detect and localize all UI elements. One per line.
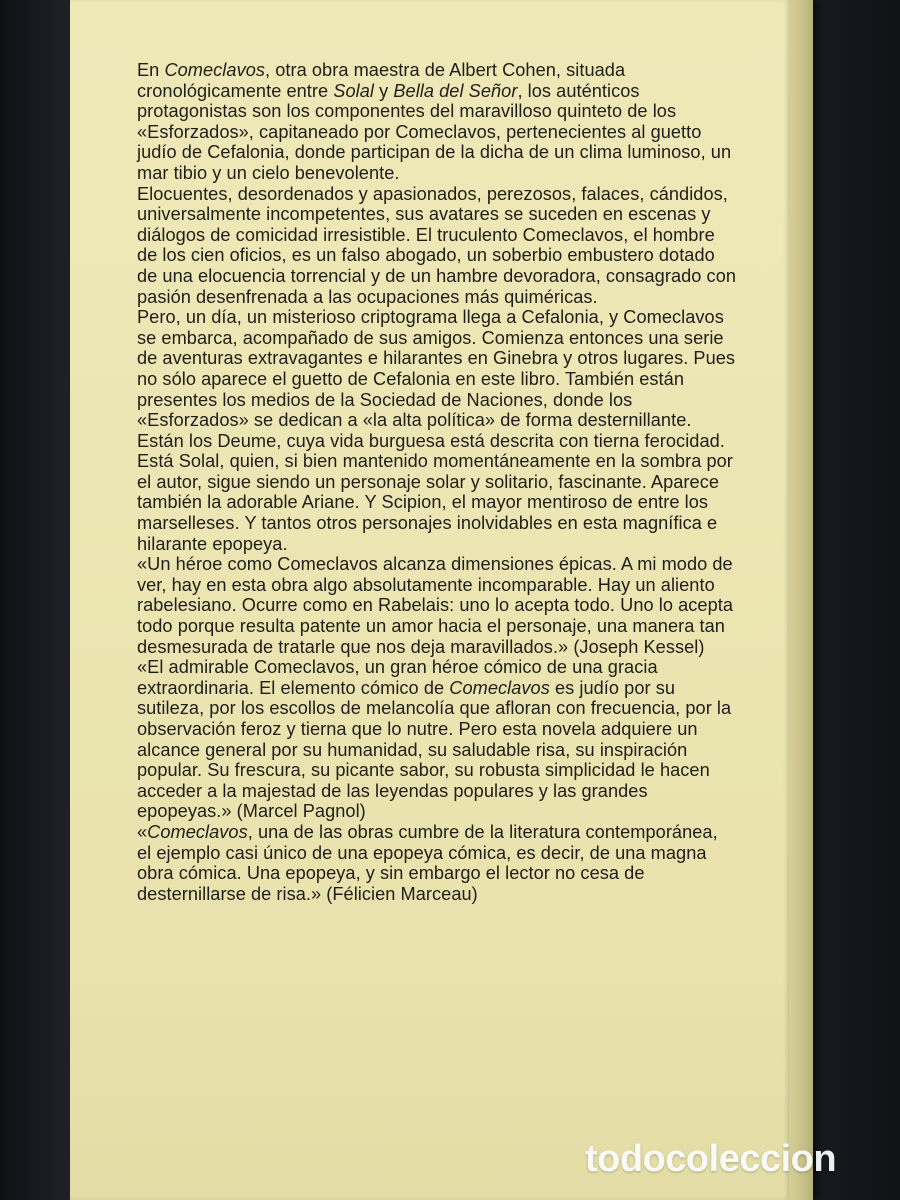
watermark-logo: todocoleccion [585, 1138, 837, 1180]
blurb-paragraph-characters: Elocuentes, desordenados y apasionados, perezosos, falaces, cándidos, universalmente incompetentes, sus avatares se suceden en escenas y diálogos de comicidad irresistible. El truculento Comeclavos, el hombre de los cien oficios, es un falso abogado, un soberbio embustero dotado de una elocuencia torrencial y de un hambre devoradora, consagrado con pasión desenfrenada a las ocupaciones más quiméricas. [137, 183, 737, 307]
quote-marceau: «Comeclavos, una de las obras cumbre de la literatura contemporánea, el ejemplo casi único de una epopeya cómica, es decir, de una magna obra cómica. Una epopeya, y sin embargo el lector no cesa de desternillarse de risa.» (Félicien Marceau) [137, 821, 718, 904]
quote-pagnol: «El admirable Comeclavos, un gran héroe cómico de una gracia extraordinaria. El elemento cómico de Comeclavos es judío por su sutileza, por los escollos de melancolía que afloran con frecuencia, por la observación feroz y tierna que lo nutre. Pero esta novela adquiere un alcance general por su humanidad, su saludable risa, su inspiración popular. Su frescura, su picante sabor, su robusta simplicidad le hacen acceder a la majestad de las leyendas populares y las grandes epopeyas.» (Marcel Pagnol) [137, 657, 732, 822]
back-cover-blurb [137, 60, 737, 904]
book-spine-edge [789, 0, 813, 1200]
book-title: Comeclavos [164, 60, 266, 80]
book-title: Solal [333, 80, 374, 101]
book-title: Comeclavos [449, 677, 550, 698]
dark-background-left [0, 0, 70, 1200]
book-title: Bella del Señor [393, 80, 518, 101]
blurb-paragraph-plot: Pero, un día, un misterioso criptograma llega a Cefalonia, y Comeclavos se embarca, acompañado de sus amigos. Comienza entonces una serie de aventuras extravagantes e hilarantes en Ginebra y otros lugares. Pues no sólo aparece el guetto de Cefalonia en este libro. También están presentes los medios de la Sociedad de Naciones, donde los «Esforzados» se dedican a «la alta política» de forma desternillante. Están los Deume, cuya vida burguesa está descrita con tierna ferocidad. Está Solal, quien, si bien mantenido momentáneamente en la sombra por el autor, sigue siendo un personaje solar y solitario, fascinante. Aparece también la adorable Ariane. Y Scipion, el mayor mentiroso de entre los marselleses. Y tantos otros personajes inolvidables en esta magnífica e hilarante epopeya. [137, 307, 736, 554]
book-title: Comeclavos [147, 821, 248, 842]
blurb-paragraph-intro: En Comeclavos, otra obra maestra de Albert Cohen, situada cronológicamente entre Solal y Bella del Señor, los auténticos protagonistas son los componentes del maravilloso quinteto de los «Esforzados», capitaneado por Comeclavos, pertenecientes al guetto judío de Cefalonia, donde participan de la dicha de un clima luminoso, un mar tibio y un cielo benevolente. [137, 60, 732, 183]
quote-kessel: «Un héroe como Comeclavos alcanza dimensiones épicas. A mi modo de ver, hay en esta obra algo absolutamente incomparable. Hay un aliento rabelesiano. Ocurre como en Rabelais: uno lo acepta todo. Uno lo acepta todo porque resulta patente un amor hacia el personaje, una manera tan desmesurada de tratarle que nos deja maravillados.» (Joseph Kessel) [137, 554, 734, 657]
